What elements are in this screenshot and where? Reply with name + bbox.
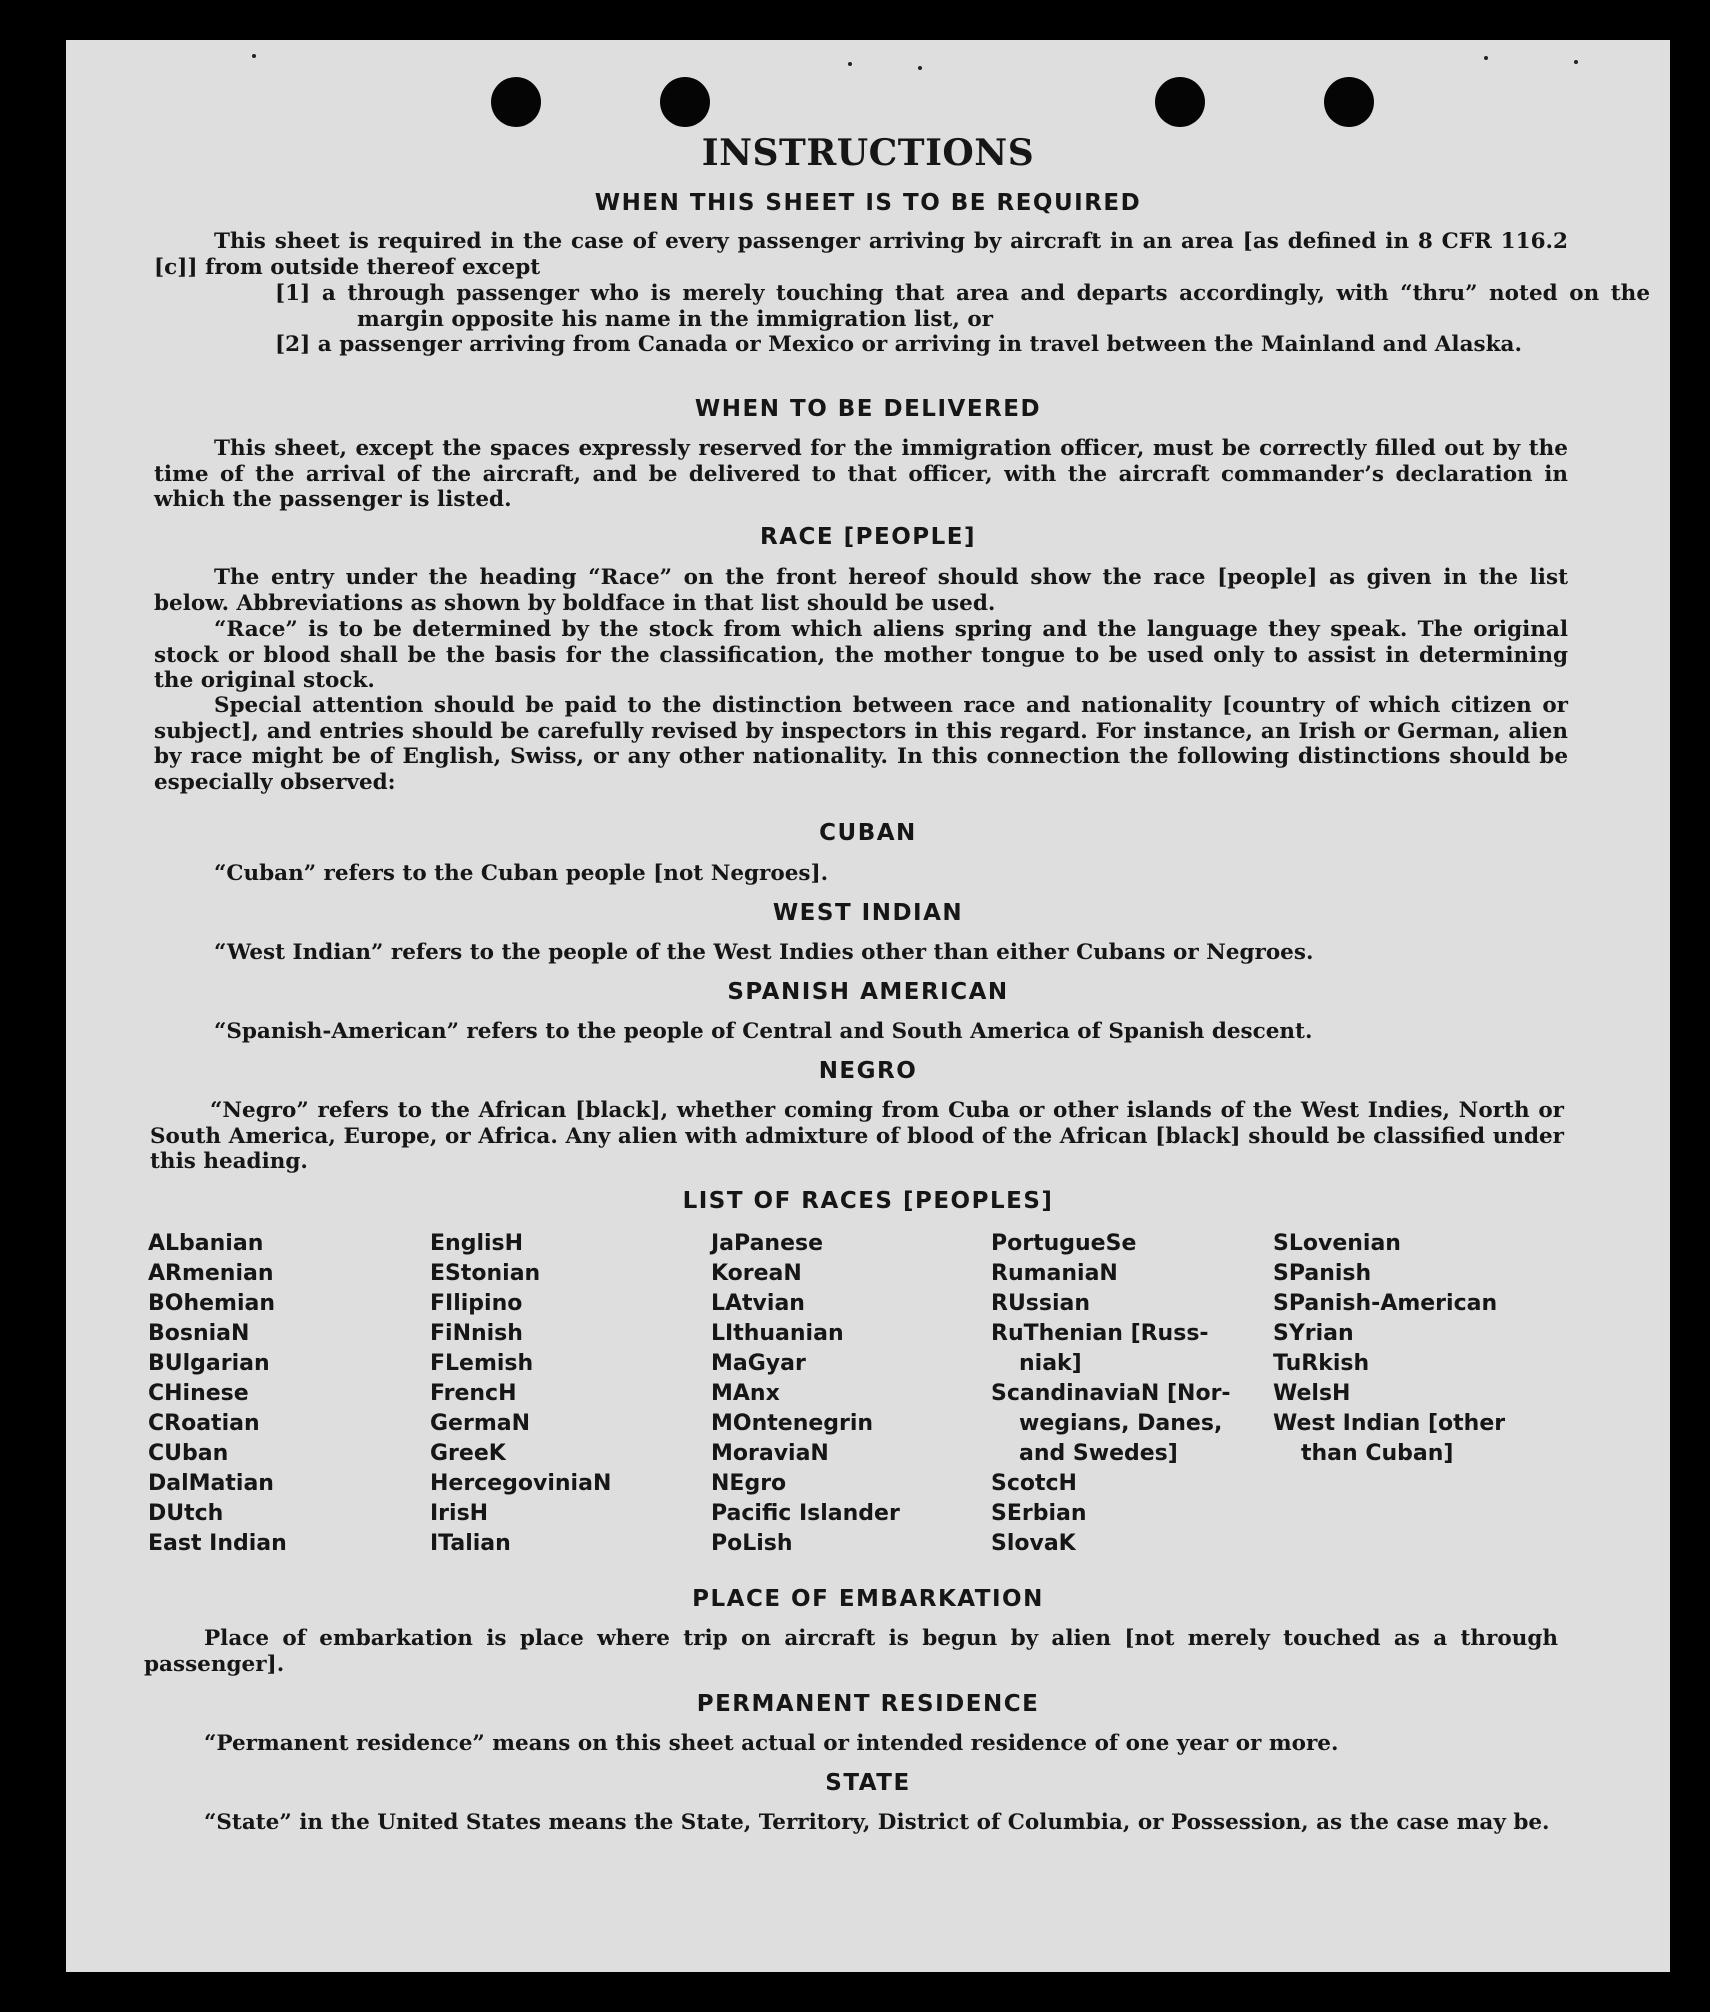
heading-list-of-races: LIST OF RACES [PEOPLES] [682,1188,1054,1214]
speck [918,66,922,70]
race-item: SlovaK [991,1531,1076,1556]
race-item: PoLish [711,1531,793,1556]
race-item: MAnx [711,1381,780,1406]
race-item: CUban [148,1441,229,1466]
race-item: WelsH [1273,1381,1351,1406]
race-item: East Indian [148,1531,287,1556]
race-item: ARmenian [148,1261,274,1286]
page-title: INSTRUCTIONS [701,132,1035,174]
race-item: RUssian [991,1291,1091,1316]
race-item-continued: wegians, Danes, [1019,1411,1223,1436]
race-item: SYrian [1273,1321,1354,1346]
required-item-2: [2] a passenger arriving from Canada or Mexico or arriving in travel between the Mainland and Alaska. [275,332,1522,357]
race-item: KoreaN [711,1261,802,1286]
punch-hole [1324,77,1374,127]
race-item: FIlipino [430,1291,523,1316]
races-column-1 [148,1229,287,1559]
race-item: BosniaN [148,1321,250,1346]
race-item: BOhemian [148,1291,276,1316]
heading-when-delivered: WHEN TO BE DELIVERED [694,396,1042,422]
race-paragraph-1: The entry under the heading “Race” on the front hereof should show the race [people] as given in the list below. Abbreviations as shown by boldface in that list should be used. [154,565,1568,616]
race-item-continued: and Swedes] [1019,1441,1178,1466]
document-page [66,40,1670,1972]
race-item: SLovenian [1273,1231,1401,1256]
race-item: MOntenegrin [711,1411,874,1436]
races-column-2 [430,1229,611,1559]
race-item: SPanish [1273,1261,1372,1286]
race-item: DUtch [148,1501,224,1526]
race-item: JaPanese [711,1231,824,1256]
state-text: “State” in the United States means the State, Territory, District of Columbia, or Possession, as the case may be. [204,1810,1550,1835]
race-item: NEgro [711,1471,787,1496]
speck [1574,60,1578,64]
race-item: FiNnish [430,1321,523,1346]
race-item: IrisH [430,1501,489,1526]
race-item: DalMatian [148,1471,274,1496]
race-item: RuThenian [Russ- [991,1321,1209,1346]
heading-negro: NEGRO [818,1058,918,1084]
race-item: CRoatian [148,1411,260,1436]
spanish-american-text: “Spanish-American” refers to the people of Central and South America of Spanish descent. [214,1019,1313,1044]
race-item: BUlgarian [148,1351,270,1376]
race-item: SErbian [991,1501,1087,1526]
heading-permanent-residence: PERMANENT RESIDENCE [696,1691,1040,1717]
race-item: MoraviaN [711,1441,829,1466]
race-item: LAtvian [711,1291,805,1316]
cuban-text: “Cuban” refers to the Cuban people [not Negroes]. [214,861,829,886]
required-intro: This sheet is required in the case of every passenger arriving by aircraft in an area [as defined in 8 CFR 116.2 [c]] from outside thereof except [154,229,1568,280]
race-item: ScandinaviaN [Nor- [991,1381,1231,1406]
race-item: PortugueSe [991,1231,1137,1256]
heading-place-of-embarkation: PLACE OF EMBARKATION [692,1586,1044,1612]
punch-hole [491,77,541,127]
required-item-1: [1] a through passenger who is merely touching that area and departs accordingly, with “thru” noted on the margin opposite his name in the immigration list, or [275,281,1650,332]
speck [1484,56,1488,60]
heading-state: STATE [825,1770,911,1796]
race-item: EnglisH [430,1231,524,1256]
race-paragraph-2: “Race” is to be determined by the stock from which aliens spring and the language they speak. The original stock or blood shall be the basis for the classification, the mother tongue to be used only to assist in determining the original stock. [154,617,1568,693]
race-item: FrencH [430,1381,517,1406]
punch-hole [660,77,710,127]
race-item-continued: niak] [1019,1351,1082,1376]
heading-cuban: CUBAN [819,820,917,846]
races-column-5 [1273,1229,1505,1469]
punch-hole [1155,77,1205,127]
race-item: GermaN [430,1411,531,1436]
races-column-3 [711,1229,900,1559]
race-item: Pacific Islander [711,1501,900,1526]
delivered-text: This sheet, except the spaces expressly reserved for the immigration officer, must be correctly filled out by the time of the arrival of the aircraft, and be delivered to that officer, with the aircraft commander’s declaration in which the passenger is listed. [154,436,1568,512]
race-item-continued: than Cuban] [1301,1441,1454,1466]
race-item: FLemish [430,1351,534,1376]
race-item: EStonian [430,1261,541,1286]
race-item: MaGyar [711,1351,806,1376]
race-item: LIthuanian [711,1321,844,1346]
race-paragraph-3: Special attention should be paid to the distinction between race and nationality [country of which citizen or subject], and entries should be carefully revised by inspectors in this regard. For instance, an Irish or German, alien by race might be of English, Swiss, or any other nationality. In this connection the following distinctions should be especially observed: [154,693,1568,795]
heading-when-required: WHEN THIS SHEET IS TO BE REQUIRED [594,190,1142,216]
speck [252,54,256,58]
race-item: RumaniaN [991,1261,1118,1286]
race-item: CHinese [148,1381,249,1406]
west-indian-text: “West Indian” refers to the people of the West Indies other than either Cubans or Negroes. [214,940,1314,965]
heading-race: RACE [PEOPLE] [760,524,976,550]
race-item: GreeK [430,1441,506,1466]
race-item: ITalian [430,1531,511,1556]
race-item: SPanish-American [1273,1291,1498,1316]
race-item: TuRkish [1273,1351,1370,1376]
residence-text: “Permanent residence” means on this sheet actual or intended residence of one year or more. [204,1731,1339,1756]
races-column-4 [991,1229,1231,1559]
embarkation-text: Place of embarkation is place where trip on aircraft is begun by alien [not merely touched as a through passenger]. [144,1626,1558,1677]
race-item: HercegoviniaN [430,1471,612,1496]
race-item: West Indian [other [1273,1411,1506,1436]
race-item: ALbanian [148,1231,264,1256]
negro-text: “Negro” refers to the African [black], whether coming from Cuba or other islands of the West Indies, North or South America, Europe, or Africa. Any alien with admixture of blood of the African [black] should be classified under this heading. [150,1098,1564,1174]
heading-spanish-american: SPANISH AMERICAN [727,979,1009,1005]
race-item: ScotcH [991,1471,1077,1496]
heading-west-indian: WEST INDIAN [772,900,964,926]
speck [848,62,852,66]
